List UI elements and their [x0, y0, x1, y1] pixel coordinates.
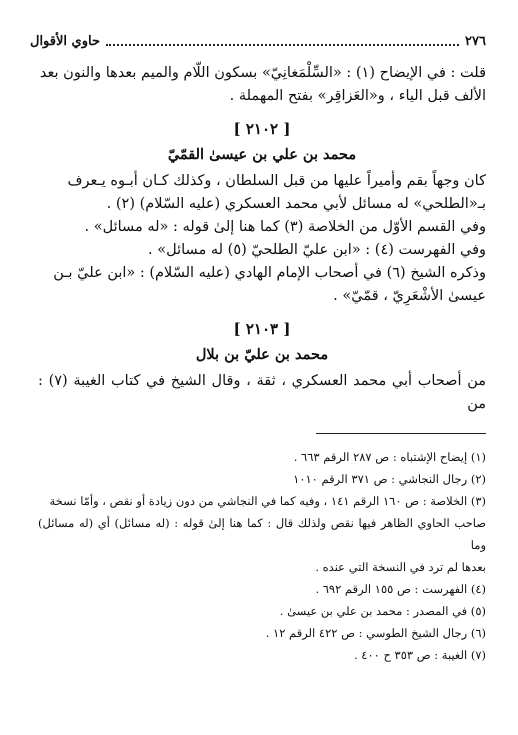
entry-2102-line: كان وجهاً بقم وأميراً عليها من قبل السلطان ، وكذلك كـان أبـوه يـعرف	[67, 173, 486, 189]
entry-name-2103: محمد بن عليّ بن بلال	[195, 346, 329, 363]
footnote-line: (٤) الفهرست : ص ١٥٥ الرقم ٦٩٢ .	[315, 582, 486, 596]
footnote-line: (٢) رجال النجاشي : ص ٣٧١ الرقم ١٠١٠	[293, 472, 486, 486]
main-text	[38, 62, 486, 416]
entry-2102-line: عيسىٰ الأشْعَرِيّ ، قمّيّ» .	[333, 288, 486, 304]
footnote-line: (٦) رجال الشيخ الطوسي : ص ٤٢٢ الرقم ١٢ .	[265, 626, 486, 640]
page-number: ٢٧٦	[465, 33, 486, 49]
running-header	[30, 30, 486, 52]
entry-name-2102: محمد بن علي بن عيسىٰ القمّيّ	[167, 146, 357, 163]
footnote-separator	[316, 433, 486, 434]
entry-2102-line: بـ«الطلحي» له مسائل لأبي محمد العسكري (عليه السّلام) (٢) .	[106, 196, 486, 212]
entry-2102-line: وفي القسم الأوّل من الخلاصة (٣) كما هنا إلىٰ قوله : «له مسائل» .	[84, 219, 486, 235]
footnote-line: صاحب الحاوي الظاهر فيها نقص ولذلك قال : كما هنا إلىٰ قوله : (له مسائل) أي (له مسائل) وما	[38, 516, 486, 552]
running-title: حاوي الأقوال	[30, 33, 100, 49]
intro-line-1: قلت : في الإيضاح (١) : «السِّلْمَغانِيّ» بسكون اللّام والميم بعدها والنون بعد	[39, 65, 486, 81]
footnote-line: (٥) في المصدر : محمد بن علي بن عيسىٰ .	[279, 604, 486, 618]
entry-2103-line: من أصحاب أبي محمد العسكري ، ثقة ، وقال الشيخ في كتاب الغيبة (٧) : من	[38, 373, 486, 412]
footnote-line: (٣) الخلاصة : ص ١٦٠ الرقم ١٤١ ، وفيه كما في النجاشي من دون زيادة أو نقص ، وأمّا نسخة	[49, 494, 486, 508]
footnote-line: بعدها لم ترد في النسخة التي عنده .	[315, 560, 486, 574]
footnote-line: (٧) الغيبة : ص ٣٥٣ ح ٤٠٠ .	[353, 648, 486, 662]
header-dot-leader	[106, 36, 459, 46]
intro-line-2: الألف قبل الياء ، و«العَزاقِر» بفتح المهملة .	[229, 88, 486, 104]
entry-number-2102: [ ٢١٠٢ ]	[233, 120, 291, 138]
entry-2102-line: وذكره الشيخ (٦) في أصحاب الإمام الهادي (عليه السّلام) : «ابن عليّ بـن	[53, 265, 486, 281]
entry-number-2103: [ ٢١٠٣ ]	[233, 320, 291, 338]
entry-2102-line: وفي الفهرست (٤) : «ابن عليّ الطلحيّ (٥) له مسائل» .	[148, 242, 486, 258]
footnotes	[38, 446, 486, 666]
footnote-line: (١) إيضاح الإشتباه : ص ٢٨٧ الرقم ٦٦٣ .	[293, 450, 486, 464]
